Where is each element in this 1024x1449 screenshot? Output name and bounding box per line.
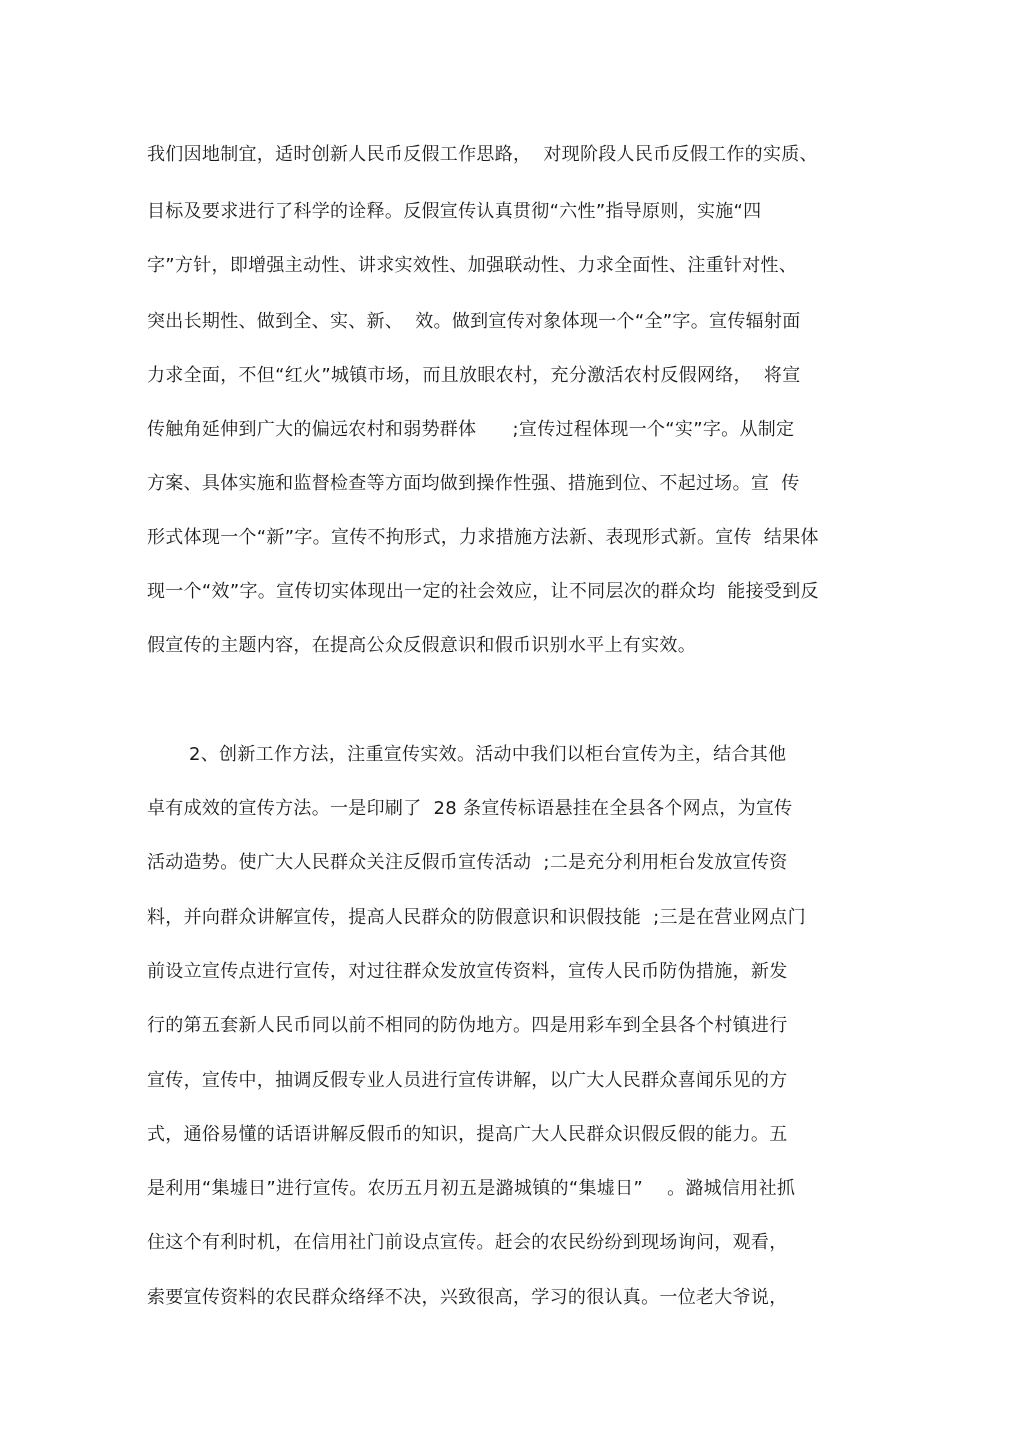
text-line: 方案、具体实施和监督检查等方面均做到操作性强、措施到位、不起过场。宣 传 (147, 473, 800, 494)
text-line: 料，并向群众讲解宣传，提高人民群众的防假意识和识假技能 ;三是在营业网点门 (147, 907, 806, 928)
text-line: 我们因地制宜，适时创新人民币反假工作思路， 对现阶段人民币反假工作的实质、 (147, 144, 818, 165)
text-line: 形式体现一个“新”字。宣传不拘形式，力求措施方法新、表现形式新。宣传 结果体 (147, 527, 819, 548)
text-line: 目标及要求进行了科学的诠释。反假宣传认真贯彻“六性”指导原则，实施“四 (147, 201, 762, 222)
text-line: 式，通俗易懂的话语讲解反假币的知识，提高广大人民群众识假反假的能力。五 (147, 1124, 788, 1145)
text-line: 字”方针，即增强主动性、讲求实效性、加强联动性、力求全面性、注重针对性、 (147, 255, 798, 276)
text-line: 宣传，宣传中，抽调反假专业人员进行宣传讲解，以广大人民群众喜闻乐见的方 (147, 1070, 788, 1091)
text-line: 传触角延伸到广大的偏远农村和弱势群体 ;宣传过程体现一个“实”字。从制定 (147, 419, 795, 440)
text-line: 住这个有利时机，在信用社门前设点宣传。赶会的农民纷纷到现场询问，观看， (147, 1232, 788, 1253)
text-line: 2、创新工作方法，注重宣传实效。活动中我们以柜台宣传为主，结合其他 (189, 744, 787, 765)
text-line: 行的第五套新人民币同以前不相同的防伪地方。四是用彩车到全县各个村镇进行 (147, 1015, 788, 1036)
text-line: 卓有成效的宣传方法。一是印刷了 28 条宣传标语悬挂在全县各个网点，为宣传 (147, 798, 793, 819)
text-line: 现一个“效”字。宣传切实体现出一定的社会效应，让不同层次的群众均 能接受到反 (147, 581, 819, 602)
text-line: 突出长期性、做到全、实、新、 效。做到宣传对象体现一个“全”字。宣传辐射面 (147, 311, 801, 332)
text-line: 索要宣传资料的农民群众络绎不决，兴致很高，学习的很认真。一位老大爷说， (147, 1287, 788, 1308)
text-line: 活动造势。使广大人民群众关注反假币宣传活动 ;二是充分利用柜台发放宣传资 (147, 852, 788, 873)
text-line: 力求全面，不但“红火”城镇市场，而且放眼农村，充分激活农村反假网络， 将宣 (147, 365, 801, 386)
text-line: 是利用“集墟日”进行宣传。农历五月初五是潞城镇的“集墟日” 。潞城信用社抓 (147, 1178, 796, 1199)
text-line: 假宣传的主题内容，在提高公众反假意识和假币识别水平上有实效。 (147, 635, 696, 656)
text-line: 前设立宣传点进行宣传，对过往群众发放宣传资料，宣传人民币防伪措施，新发 (147, 961, 788, 982)
